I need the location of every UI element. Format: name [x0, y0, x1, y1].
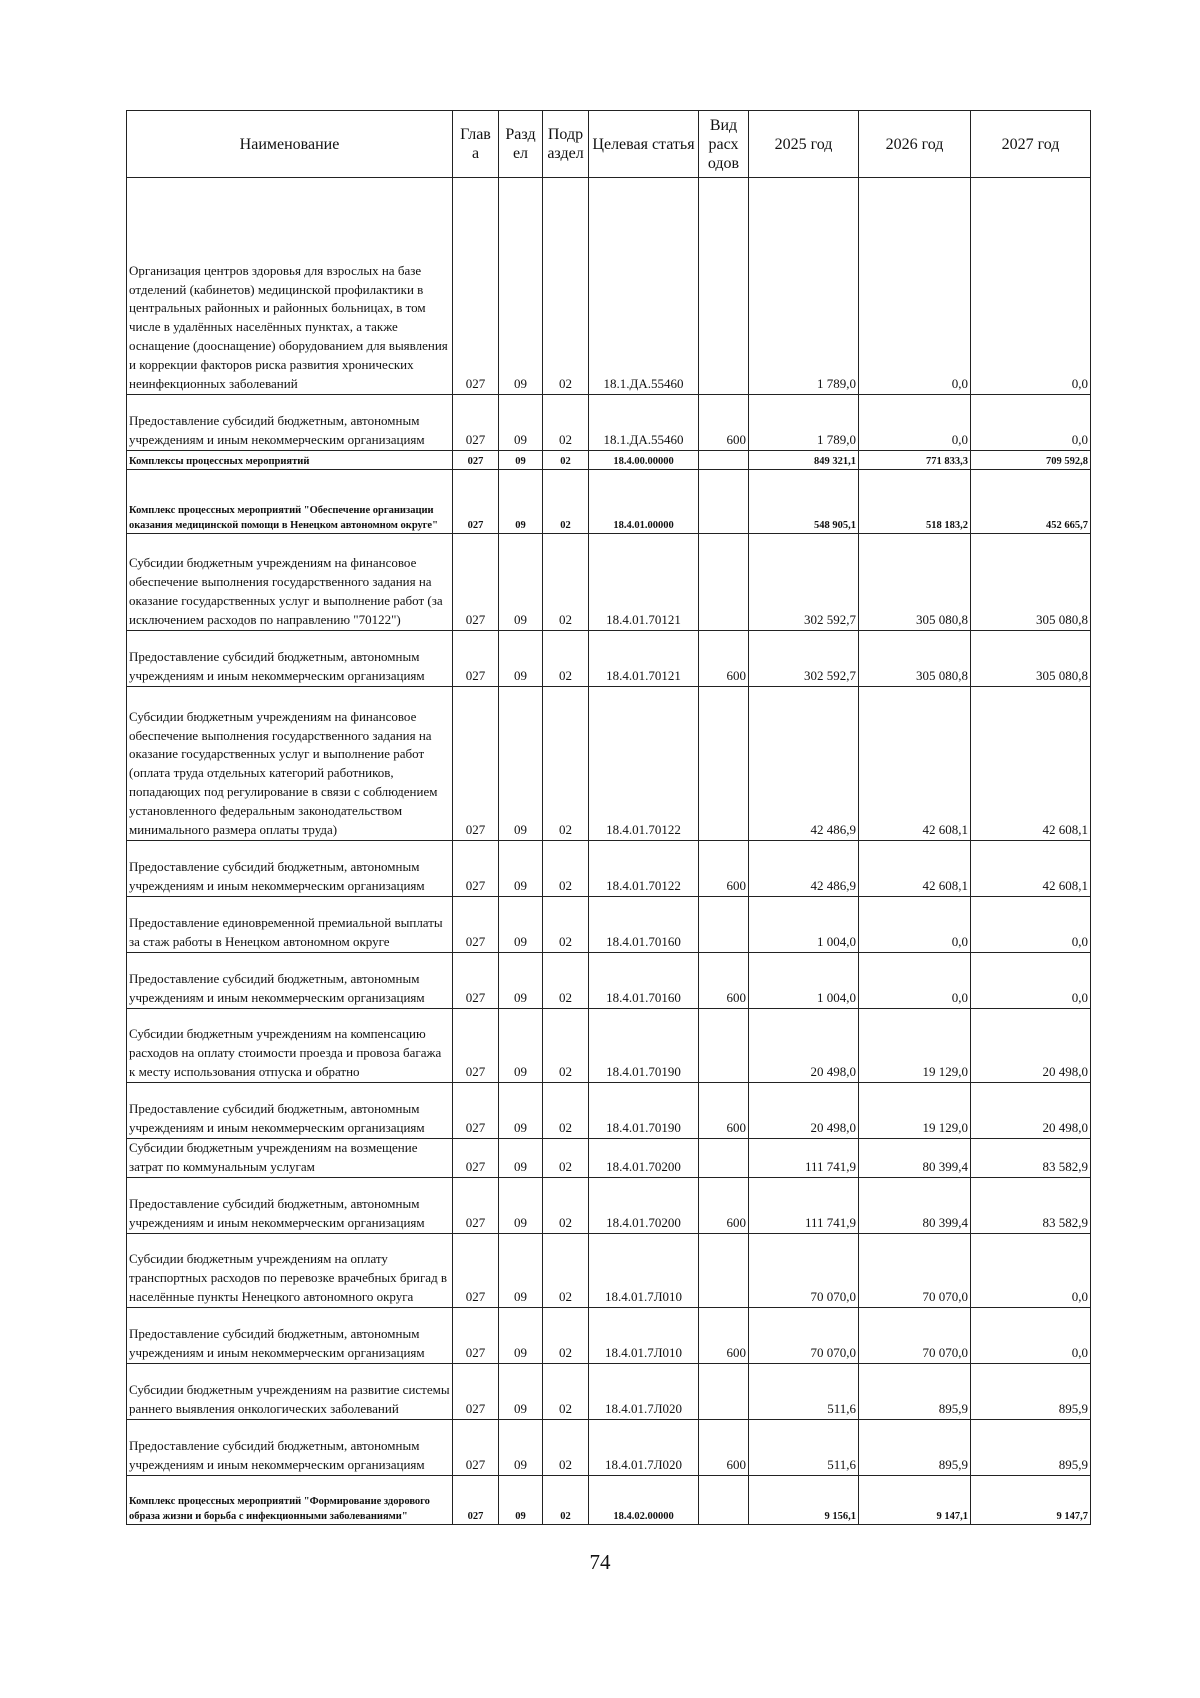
col-header-name: Наименование — [127, 111, 453, 178]
cell-y2027: 305 080,8 — [971, 631, 1091, 687]
cell-name: Субсидии бюджетным учреждениям на финансовое обеспечение выполнения государственного задания на оказание государственных услуг и выполнение работ (оплата труда отдельных категорий работников, попадающих под регулирование в связи с соблюдением установленного федеральным законодательством минимального размера оплаты труда) — [127, 687, 453, 841]
cell-y2025: 511,6 — [749, 1419, 859, 1475]
cell-celevaya: 18.4.02.00000 — [589, 1475, 699, 1524]
table-row — [127, 395, 1091, 451]
cell-podrazdel: 02 — [543, 1009, 589, 1083]
cell-celevaya: 18.4.01.70121 — [589, 534, 699, 631]
cell-y2027: 0,0 — [971, 395, 1091, 451]
cell-name: Комплекс процессных мероприятий "Формирование здорового образа жизни и борьба с инфекционными заболеваниями" — [127, 1475, 453, 1524]
cell-podrazdel: 02 — [543, 631, 589, 687]
cell-y2026: 771 833,3 — [859, 451, 971, 470]
cell-celevaya: 18.4.01.7Л010 — [589, 1233, 699, 1307]
cell-vid: 600 — [699, 1083, 749, 1139]
cell-y2027: 83 582,9 — [971, 1139, 1091, 1178]
cell-name: Комплексы процессных мероприятий — [127, 451, 453, 470]
table-row — [127, 1475, 1091, 1524]
cell-podrazdel: 02 — [543, 1233, 589, 1307]
table-row — [127, 897, 1091, 953]
cell-glava: 027 — [453, 451, 499, 470]
cell-glava: 027 — [453, 395, 499, 451]
cell-razdel: 09 — [499, 178, 543, 395]
cell-podrazdel: 02 — [543, 395, 589, 451]
table-row — [127, 1177, 1091, 1233]
table-row — [127, 953, 1091, 1009]
cell-glava: 027 — [453, 687, 499, 841]
cell-podrazdel: 02 — [543, 451, 589, 470]
cell-y2027: 305 080,8 — [971, 534, 1091, 631]
cell-y2027: 42 608,1 — [971, 841, 1091, 897]
cell-y2027: 20 498,0 — [971, 1009, 1091, 1083]
cell-vid: 600 — [699, 1419, 749, 1475]
cell-y2026: 518 183,2 — [859, 470, 971, 534]
table-row — [127, 534, 1091, 631]
cell-celevaya: 18.4.00.00000 — [589, 451, 699, 470]
cell-vid — [699, 1233, 749, 1307]
col-header-glava: Глав а — [453, 111, 499, 178]
cell-y2026: 0,0 — [859, 395, 971, 451]
cell-y2025: 9 156,1 — [749, 1475, 859, 1524]
cell-y2025: 111 741,9 — [749, 1177, 859, 1233]
table-row — [127, 178, 1091, 395]
cell-celevaya: 18.1.ДА.55460 — [589, 178, 699, 395]
table-row — [127, 1009, 1091, 1083]
cell-razdel: 09 — [499, 1139, 543, 1178]
col-header-2027: 2027 год — [971, 111, 1091, 178]
cell-celevaya: 18.4.01.70160 — [589, 897, 699, 953]
cell-y2025: 548 905,1 — [749, 470, 859, 534]
cell-razdel: 09 — [499, 687, 543, 841]
cell-y2026: 895,9 — [859, 1419, 971, 1475]
cell-glava: 027 — [453, 1419, 499, 1475]
cell-razdel: 09 — [499, 631, 543, 687]
cell-glava: 027 — [453, 470, 499, 534]
budget-table — [126, 110, 1091, 1525]
cell-name: Предоставление субсидий бюджетным, автономным учреждениям и иным некоммерческим организациям — [127, 953, 453, 1009]
cell-podrazdel: 02 — [543, 1419, 589, 1475]
cell-razdel: 09 — [499, 470, 543, 534]
cell-glava: 027 — [453, 178, 499, 395]
cell-name: Предоставление субсидий бюджетным, автономным учреждениям и иным некоммерческим организациям — [127, 1083, 453, 1139]
cell-y2025: 1 004,0 — [749, 953, 859, 1009]
cell-name: Субсидии бюджетным учреждениям на компенсацию расходов на оплату стоимости проезда и провоза багажа к месту использования отпуска и обратно — [127, 1009, 453, 1083]
cell-celevaya: 18.4.01.00000 — [589, 470, 699, 534]
cell-celevaya: 18.4.01.70200 — [589, 1139, 699, 1178]
cell-name: Предоставление единовременной премиальной выплаты за стаж работы в Ненецком автономном округе — [127, 897, 453, 953]
table-row — [127, 1363, 1091, 1419]
cell-vid — [699, 1009, 749, 1083]
cell-name: Субсидии бюджетным учреждениям на финансовое обеспечение выполнения государственного задания на оказание государственных услуг и выполнение работ (за исключением расходов по направлению "70122") — [127, 534, 453, 631]
cell-celevaya: 18.1.ДА.55460 — [589, 395, 699, 451]
cell-y2026: 305 080,8 — [859, 534, 971, 631]
cell-y2027: 20 498,0 — [971, 1083, 1091, 1139]
cell-y2026: 80 399,4 — [859, 1139, 971, 1178]
cell-y2025: 1 789,0 — [749, 395, 859, 451]
cell-y2026: 0,0 — [859, 953, 971, 1009]
cell-podrazdel: 02 — [543, 534, 589, 631]
cell-vid — [699, 178, 749, 395]
cell-vid — [699, 687, 749, 841]
cell-vid — [699, 1363, 749, 1419]
cell-y2027: 709 592,8 — [971, 451, 1091, 470]
cell-y2025: 42 486,9 — [749, 687, 859, 841]
cell-vid — [699, 534, 749, 631]
table-row — [127, 451, 1091, 470]
cell-vid — [699, 451, 749, 470]
header-row — [127, 111, 1091, 178]
col-header-celevaya: Целевая статья — [589, 111, 699, 178]
cell-glava: 027 — [453, 1139, 499, 1178]
cell-celevaya: 18.4.01.70122 — [589, 687, 699, 841]
cell-vid: 600 — [699, 395, 749, 451]
cell-razdel: 09 — [499, 1307, 543, 1363]
col-header-razdel: Разд ел — [499, 111, 543, 178]
cell-razdel: 09 — [499, 1177, 543, 1233]
cell-podrazdel: 02 — [543, 1475, 589, 1524]
cell-y2025: 20 498,0 — [749, 1083, 859, 1139]
cell-y2027: 895,9 — [971, 1363, 1091, 1419]
cell-y2025: 70 070,0 — [749, 1233, 859, 1307]
cell-celevaya: 18.4.01.70190 — [589, 1009, 699, 1083]
cell-celevaya: 18.4.01.7Л020 — [589, 1363, 699, 1419]
cell-glava: 027 — [453, 1307, 499, 1363]
cell-razdel: 09 — [499, 1083, 543, 1139]
cell-razdel: 09 — [499, 841, 543, 897]
cell-y2026: 19 129,0 — [859, 1009, 971, 1083]
table-row — [127, 470, 1091, 534]
cell-glava: 027 — [453, 897, 499, 953]
cell-y2026: 70 070,0 — [859, 1233, 971, 1307]
col-header-2026: 2026 год — [859, 111, 971, 178]
col-header-2025: 2025 год — [749, 111, 859, 178]
table-body — [127, 178, 1091, 1525]
cell-y2025: 1 789,0 — [749, 178, 859, 395]
cell-y2026: 42 608,1 — [859, 687, 971, 841]
cell-vid — [699, 1475, 749, 1524]
cell-razdel: 09 — [499, 1009, 543, 1083]
cell-razdel: 09 — [499, 1233, 543, 1307]
cell-y2027: 0,0 — [971, 178, 1091, 395]
table-row — [127, 687, 1091, 841]
cell-name: Субсидии бюджетным учреждениям на развитие системы раннего выявления онкологических заболеваний — [127, 1363, 453, 1419]
cell-y2026: 19 129,0 — [859, 1083, 971, 1139]
cell-name: Организация центров здоровья для взрослых на базе отделений (кабинетов) медицинской профилактики в центральных районных и районных больницах, в том числе в удалённых населённых пунктах, а также оснащение (дооснащение) оборудованием для выявления и коррекции факторов риска развития хронических неинфекционных заболеваний — [127, 178, 453, 395]
cell-y2025: 70 070,0 — [749, 1307, 859, 1363]
cell-podrazdel: 02 — [543, 841, 589, 897]
cell-y2026: 0,0 — [859, 897, 971, 953]
cell-y2027: 0,0 — [971, 1307, 1091, 1363]
cell-y2025: 511,6 — [749, 1363, 859, 1419]
cell-y2026: 0,0 — [859, 178, 971, 395]
table-row — [127, 1083, 1091, 1139]
cell-name: Субсидии бюджетным учреждениям на возмещение затрат по коммунальным услугам — [127, 1139, 453, 1178]
cell-y2025: 20 498,0 — [749, 1009, 859, 1083]
cell-podrazdel: 02 — [543, 953, 589, 1009]
cell-vid: 600 — [699, 1307, 749, 1363]
cell-glava: 027 — [453, 1233, 499, 1307]
cell-vid — [699, 1139, 749, 1178]
cell-razdel: 09 — [499, 534, 543, 631]
cell-podrazdel: 02 — [543, 1307, 589, 1363]
cell-vid: 600 — [699, 953, 749, 1009]
cell-razdel: 09 — [499, 395, 543, 451]
cell-podrazdel: 02 — [543, 687, 589, 841]
cell-podrazdel: 02 — [543, 897, 589, 953]
cell-y2027: 83 582,9 — [971, 1177, 1091, 1233]
cell-y2027: 895,9 — [971, 1419, 1091, 1475]
cell-celevaya: 18.4.01.70121 — [589, 631, 699, 687]
cell-podrazdel: 02 — [543, 1139, 589, 1178]
cell-glava: 027 — [453, 953, 499, 1009]
cell-y2026: 42 608,1 — [859, 841, 971, 897]
cell-razdel: 09 — [499, 1475, 543, 1524]
cell-y2027: 0,0 — [971, 897, 1091, 953]
cell-celevaya: 18.4.01.70200 — [589, 1177, 699, 1233]
cell-glava: 027 — [453, 1475, 499, 1524]
cell-razdel: 09 — [499, 1363, 543, 1419]
cell-y2026: 9 147,1 — [859, 1475, 971, 1524]
cell-podrazdel: 02 — [543, 1083, 589, 1139]
table-row — [127, 841, 1091, 897]
cell-podrazdel: 02 — [543, 178, 589, 395]
cell-glava: 027 — [453, 1083, 499, 1139]
cell-y2025: 111 741,9 — [749, 1139, 859, 1178]
cell-name: Комплекс процессных мероприятий "Обеспечение организации оказания медицинской помощи в Ненецком автономном округе" — [127, 470, 453, 534]
cell-vid — [699, 897, 749, 953]
table-row — [127, 1139, 1091, 1178]
cell-vid — [699, 470, 749, 534]
cell-vid: 600 — [699, 1177, 749, 1233]
cell-y2027: 0,0 — [971, 1233, 1091, 1307]
cell-y2025: 1 004,0 — [749, 897, 859, 953]
cell-name: Предоставление субсидий бюджетным, автономным учреждениям и иным некоммерческим организациям — [127, 1419, 453, 1475]
table-row — [127, 1307, 1091, 1363]
cell-y2025: 849 321,1 — [749, 451, 859, 470]
table-row — [127, 1233, 1091, 1307]
cell-y2026: 70 070,0 — [859, 1307, 971, 1363]
cell-glava: 027 — [453, 1363, 499, 1419]
cell-celevaya: 18.4.01.7Л020 — [589, 1419, 699, 1475]
cell-celevaya: 18.4.01.7Л010 — [589, 1307, 699, 1363]
cell-celevaya: 18.4.01.70160 — [589, 953, 699, 1009]
cell-razdel: 09 — [499, 451, 543, 470]
col-header-podrazdel: Подр аздел — [543, 111, 589, 178]
cell-y2027: 42 608,1 — [971, 687, 1091, 841]
cell-name: Предоставление субсидий бюджетным, автономным учреждениям и иным некоммерческим организациям — [127, 841, 453, 897]
cell-podrazdel: 02 — [543, 1177, 589, 1233]
cell-y2027: 452 665,7 — [971, 470, 1091, 534]
cell-y2025: 302 592,7 — [749, 631, 859, 687]
cell-glava: 027 — [453, 1009, 499, 1083]
cell-name: Предоставление субсидий бюджетным, автономным учреждениям и иным некоммерческим организациям — [127, 631, 453, 687]
cell-vid: 600 — [699, 841, 749, 897]
cell-name: Предоставление субсидий бюджетным, автономным учреждениям и иным некоммерческим организациям — [127, 1307, 453, 1363]
cell-podrazdel: 02 — [543, 1363, 589, 1419]
cell-glava: 027 — [453, 1177, 499, 1233]
cell-razdel: 09 — [499, 897, 543, 953]
cell-celevaya: 18.4.01.70122 — [589, 841, 699, 897]
cell-name: Предоставление субсидий бюджетным, автономным учреждениям и иным некоммерческим организациям — [127, 395, 453, 451]
cell-y2027: 0,0 — [971, 953, 1091, 1009]
table-row — [127, 1419, 1091, 1475]
cell-y2026: 305 080,8 — [859, 631, 971, 687]
cell-vid: 600 — [699, 631, 749, 687]
cell-glava: 027 — [453, 841, 499, 897]
table-row — [127, 631, 1091, 687]
cell-glava: 027 — [453, 534, 499, 631]
cell-y2027: 9 147,7 — [971, 1475, 1091, 1524]
cell-y2026: 895,9 — [859, 1363, 971, 1419]
cell-y2026: 80 399,4 — [859, 1177, 971, 1233]
cell-name: Предоставление субсидий бюджетным, автономным учреждениям и иным некоммерческим организациям — [127, 1177, 453, 1233]
cell-y2025: 302 592,7 — [749, 534, 859, 631]
cell-glava: 027 — [453, 631, 499, 687]
page-number: 74 — [589, 1550, 611, 1574]
col-header-vid: Вид расх одов — [699, 111, 749, 178]
cell-razdel: 09 — [499, 1419, 543, 1475]
cell-name: Субсидии бюджетным учреждениям на оплату транспортных расходов по перевозке врачебных бригад в населённые пункты Ненецкого автономного округа — [127, 1233, 453, 1307]
cell-razdel: 09 — [499, 953, 543, 1009]
cell-y2025: 42 486,9 — [749, 841, 859, 897]
cell-celevaya: 18.4.01.70190 — [589, 1083, 699, 1139]
cell-podrazdel: 02 — [543, 470, 589, 534]
